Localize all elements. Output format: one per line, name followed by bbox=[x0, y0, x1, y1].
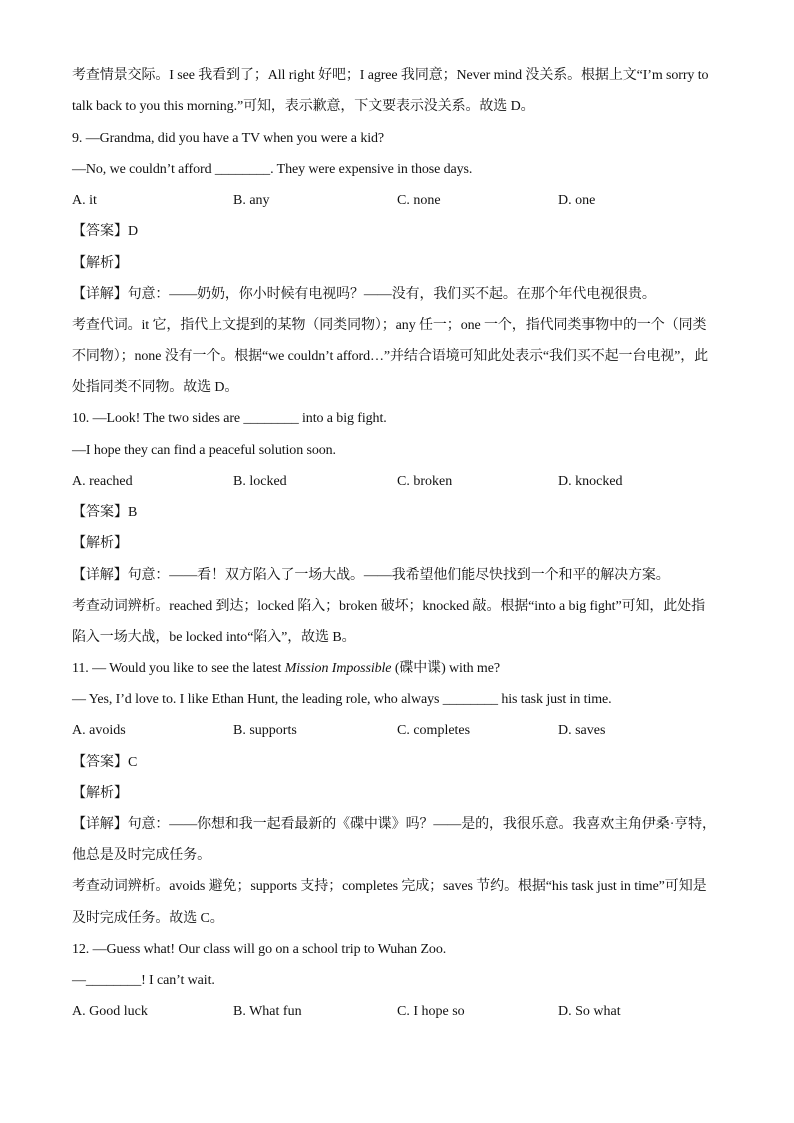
q10-option-b: B. locked bbox=[233, 474, 287, 489]
q9-answer: 【答案】D bbox=[72, 224, 139, 239]
q12-option-c: C. I hope so bbox=[397, 1004, 465, 1019]
q10-option-c: C. broken bbox=[397, 474, 453, 489]
intro-line-1: 考查情景交际。I see 我看到了；All right 好吧；I agree 我同意；Never mind 没关系。根据上文“I’m sorry to bbox=[72, 68, 709, 83]
q9-option-a: A. it bbox=[72, 193, 97, 208]
q9-stem: 9. —Grandma, did you have a TV when you were a kid? bbox=[72, 131, 385, 146]
q11-detail-1: 【详解】句意：——你想和我一起看最新的《碟中谍》吗？——是的，我很乐意。我喜欢主角伊桑·亨特， bbox=[72, 817, 716, 832]
q11-stem-pre: 11. — Would you like to see the latest bbox=[72, 661, 285, 676]
q9-detail-1: 【详解】句意：——奶奶，你小时候有电视吗？——没有，我们买不起。在那个年代电视很贵。 bbox=[72, 287, 656, 302]
q10-analysis-label: 【解析】 bbox=[72, 536, 128, 551]
q12-stem: 12. —Guess what! Our class will go on a school trip to Wuhan Zoo. bbox=[72, 942, 447, 957]
q9-reply: —No, we couldn’t afford ________. They were expensive in those days. bbox=[72, 162, 473, 177]
q12-option-a: A. Good luck bbox=[72, 1004, 148, 1019]
q10-option-d: D. knocked bbox=[558, 474, 623, 489]
intro-line-2: talk back to you this morning.”可知，表示歉意，下文要表示没关系。故选 D。 bbox=[72, 99, 535, 114]
q11-reply: — Yes, I’d love to. I like Ethan Hunt, the leading role, who always ________ his task just in time. bbox=[72, 692, 612, 707]
q11-detail-3: 考查动词辨析。avoids 避免；supports 支持；completes 完成；saves 节约。根据“his task just in time”可知是 bbox=[72, 879, 707, 894]
q9-option-c: C. none bbox=[397, 193, 441, 208]
q10-answer: 【答案】B bbox=[72, 505, 138, 520]
q9-option-b: B. any bbox=[233, 193, 270, 208]
q11-option-c: C. completes bbox=[397, 723, 471, 738]
q10-detail-3: 陷入一场大战，be locked into“陷入”，故选 B。 bbox=[72, 630, 356, 645]
q9-detail-2: 考查代词。it 它，指代上文提到的某物（同类同物）；any 任一；one 一个，指代同类事物中的一个（同类 bbox=[72, 318, 707, 333]
q10-detail-1: 【详解】句意：——看！双方陷入了一场大战。——我希望他们能尽快找到一个和平的解决方案。 bbox=[72, 568, 670, 583]
q11-analysis-label: 【解析】 bbox=[72, 786, 128, 801]
q12-option-d: D. So what bbox=[558, 1004, 621, 1019]
q11-answer: 【答案】C bbox=[72, 755, 138, 770]
q10-stem: 10. —Look! The two sides are ________ into a big fight. bbox=[72, 411, 387, 426]
q11-option-a: A. avoids bbox=[72, 723, 126, 738]
q10-reply: —I hope they can find a peaceful solution soon. bbox=[72, 443, 336, 458]
q11-option-d: D. saves bbox=[558, 723, 606, 738]
q9-option-d: D. one bbox=[558, 193, 596, 208]
q9-analysis-label: 【解析】 bbox=[72, 256, 128, 271]
q10-detail-2: 考查动词辨析。reached 到达；locked 陷入；broken 破坏；knocked 敲。根据“into a big fight”可知，此处指 bbox=[72, 599, 705, 614]
q12-reply: —________! I can’t wait. bbox=[72, 973, 215, 988]
q10-option-a: A. reached bbox=[72, 474, 133, 489]
q11-detail-4: 及时完成任务。故选 C。 bbox=[72, 911, 224, 926]
q11-detail-2: 他总是及时完成任务。 bbox=[72, 848, 211, 863]
q9-detail-3: 不同物）；none 没有一个。根据“we couldn’t afford…”并结合语境可知此处表示“我们买不起一台电视”，此 bbox=[72, 349, 709, 364]
q11-option-b: B. supports bbox=[233, 723, 297, 738]
q9-detail-4: 处指同类不同物。故选 D。 bbox=[72, 380, 239, 395]
q12-option-b: B. What fun bbox=[233, 1004, 302, 1019]
q11-movie-title: Mission Impossible bbox=[284, 661, 392, 676]
q11-stem-post: (碟中谍) with me? bbox=[391, 661, 500, 676]
q11-stem bbox=[72, 659, 500, 679]
